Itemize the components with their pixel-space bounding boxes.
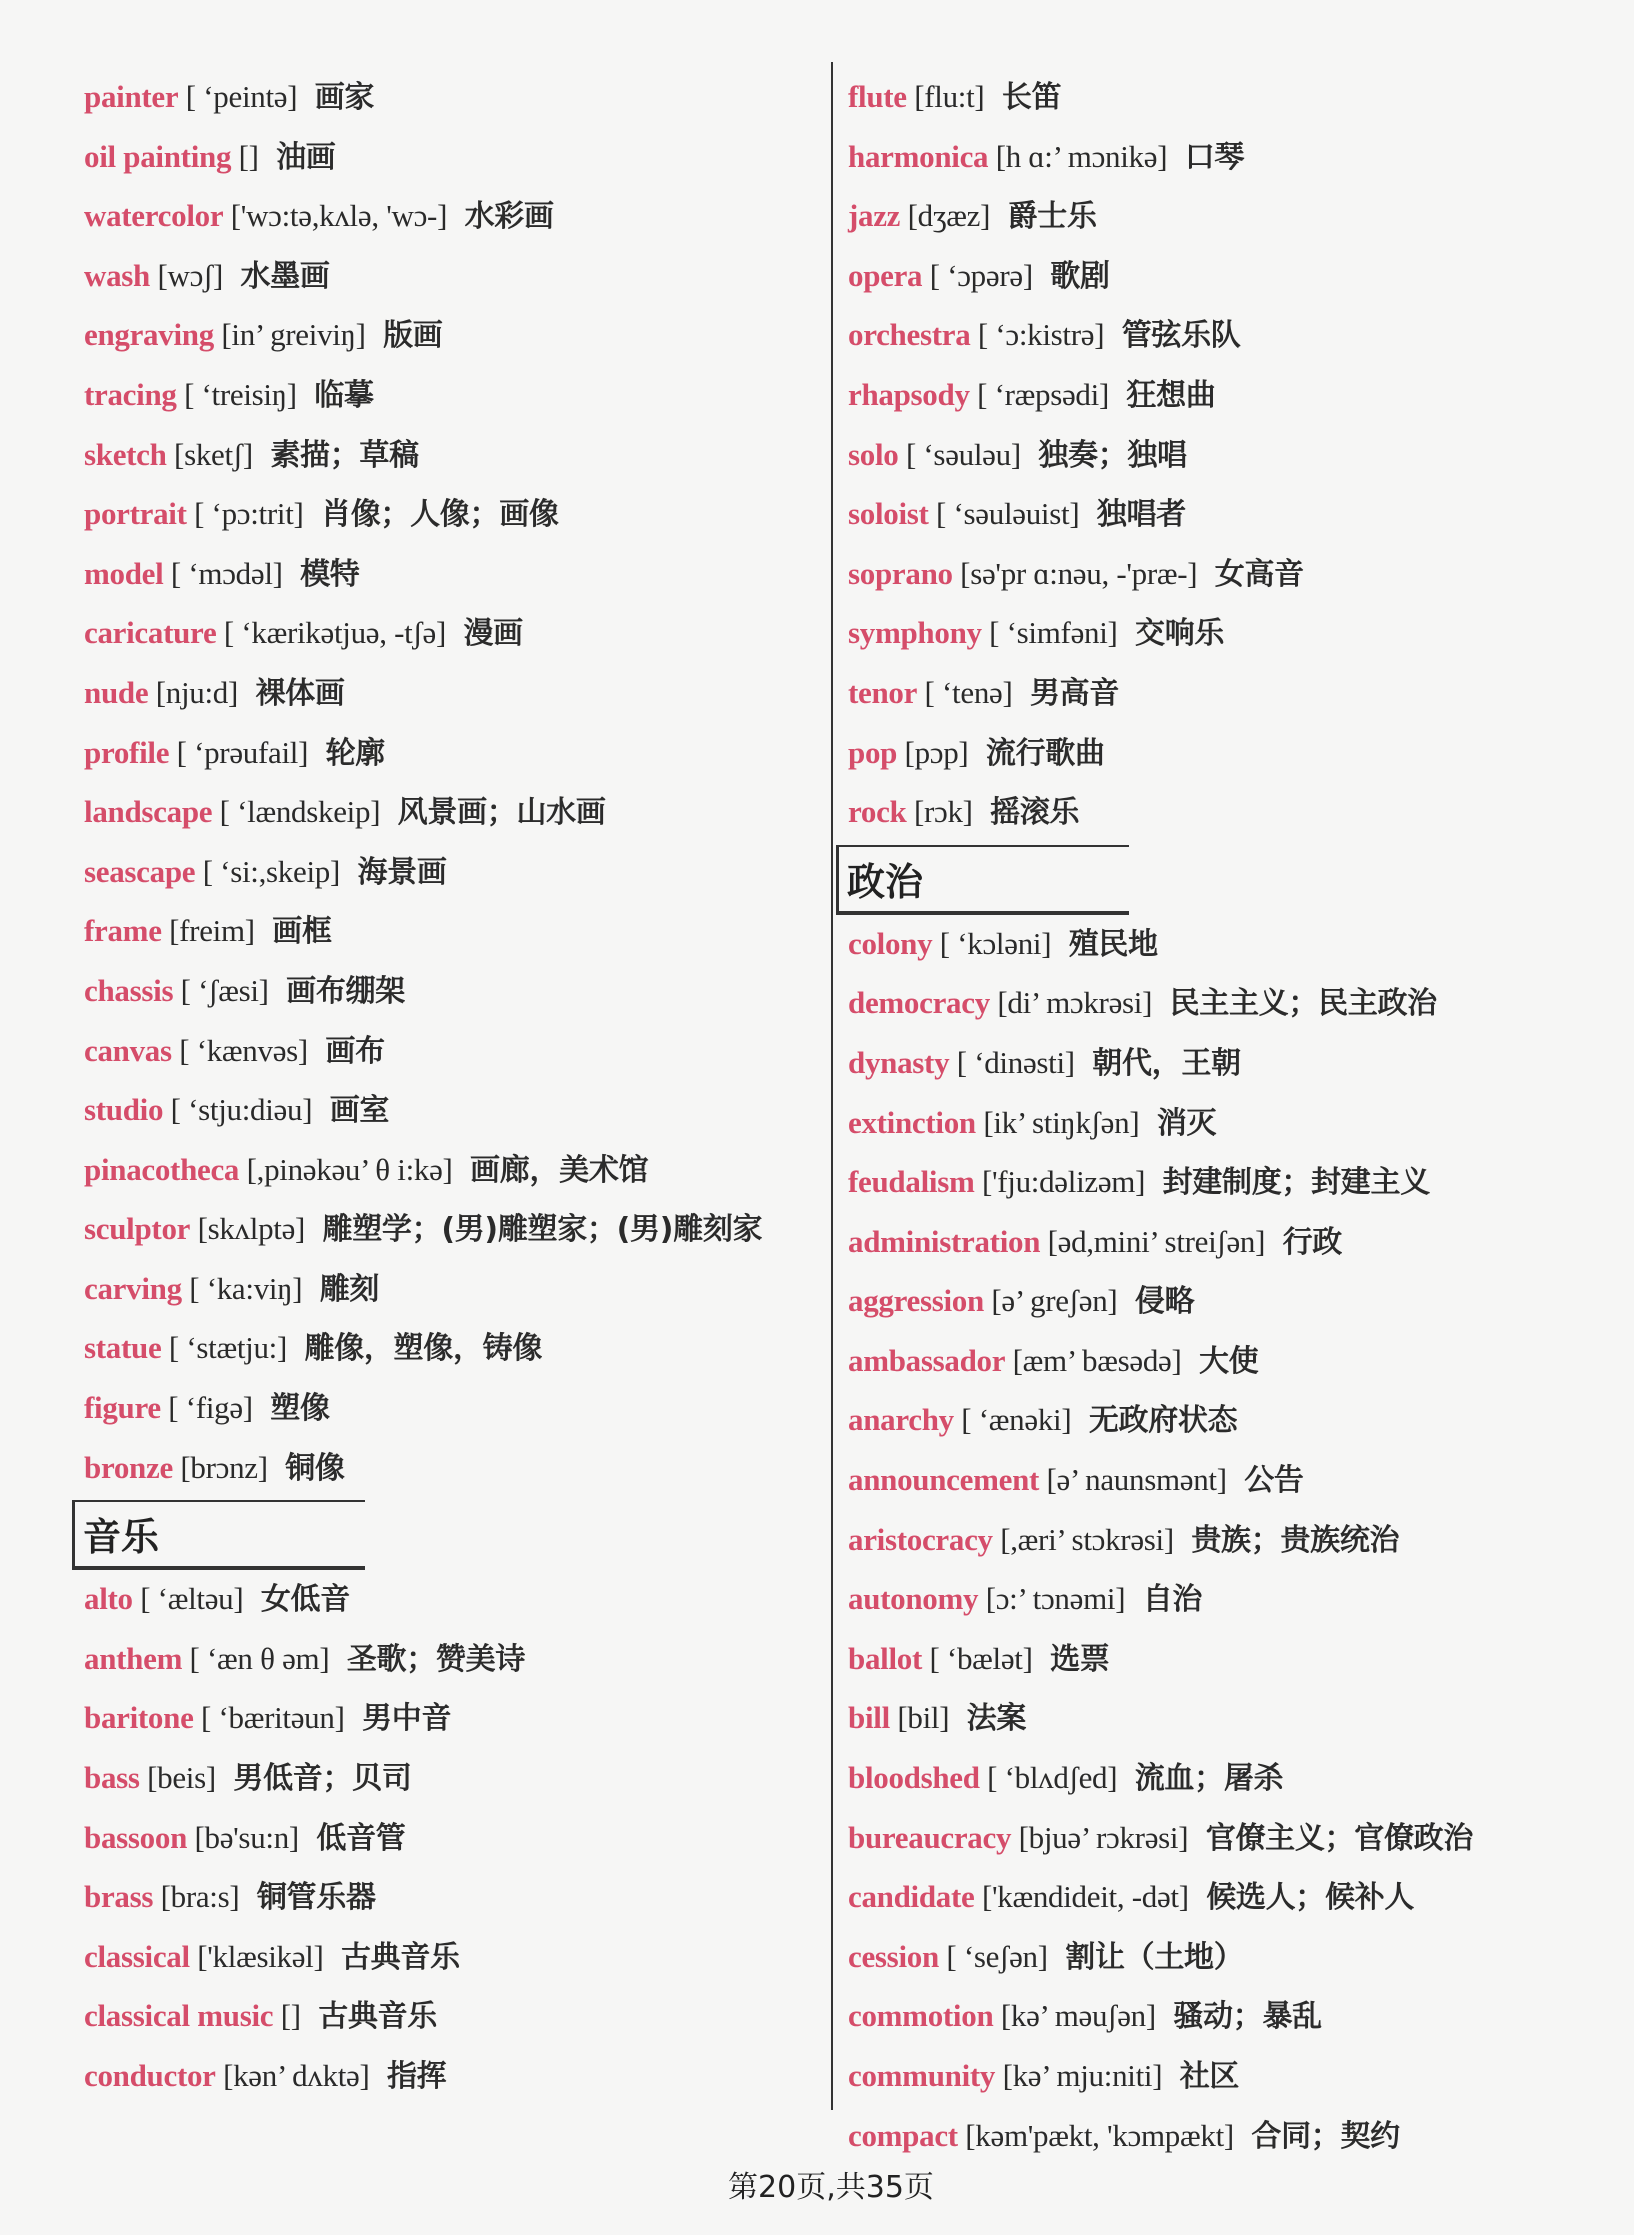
headword: rock [848,794,907,830]
vocab-entry [84,1868,829,1928]
headword: autonomy [848,1581,979,1617]
phonetic: [rɔk] [913,794,973,830]
phonetic: [kə’ məuʃən] [1000,1998,1156,2034]
headword: ambassador [848,1342,1006,1378]
vocab-entry [84,1809,829,1869]
phonetic: [] [238,138,259,174]
vocab-entry [84,1200,829,1260]
vocab-entry [848,1213,1608,1273]
definition: 流血；屠杀 [1134,1761,1284,1797]
phonetic: [ ‘lændskeip] [219,794,381,830]
phonetic: [ ‘ʃæsi] [180,972,269,1008]
definition: 古典音乐 [318,1999,438,2035]
headword: opera [848,257,923,293]
vocab-entry [84,1749,829,1809]
headword: engraving [84,317,214,353]
phonetic: [ ‘bæritəun] [201,1700,345,1736]
vocab-entry [84,247,829,307]
headword: brass [84,1879,154,1915]
definition: 临摹 [314,377,374,413]
definition: 官僚主义；官僚政治 [1205,1820,1474,1856]
headword: harmonica [848,138,989,174]
definition: 模特 [300,556,360,592]
phonetic: [ ‘figə] [168,1390,253,1426]
vocab-entry [84,1689,829,1749]
definition: 低音管 [316,1820,406,1856]
headword: candidate [848,1879,975,1915]
vocab-entry [848,2107,1608,2167]
headword: symphony [848,615,982,651]
phonetic: [di’ mɔkrəsi] [997,985,1153,1021]
headword: aristocracy [848,1521,993,1557]
headword: bassoon [84,1819,188,1855]
phonetic: [wɔʃ] [157,257,224,293]
definition: 贵族；贵族统治 [1191,1522,1400,1558]
phonetic: [ ‘æltəu] [140,1581,244,1617]
definition: 独奏；独唱 [1038,437,1187,473]
phonetic: [ɔ:’ tɔnəmi] [985,1581,1126,1617]
definition: 塑像 [270,1391,330,1427]
definition: 消灭 [1156,1105,1217,1141]
definition: 男中音 [362,1701,452,1737]
section-heading-text: 政治 [847,859,924,904]
definition: 漫画 [463,616,523,652]
headword: landscape [84,794,213,830]
phonetic: ['fju:dəlizəm] [981,1164,1146,1200]
definition: 男高音 [1029,675,1120,711]
vocab-entry [848,545,1608,605]
vocab-entry [848,1153,1608,1213]
phonetic: [ ‘simfəni] [989,615,1118,651]
vocab-entry [84,783,829,843]
headword: anarchy [848,1402,954,1438]
vocab-entry [848,1749,1608,1809]
headword: dynasty [848,1044,950,1080]
vocab-entry [848,1272,1608,1332]
definition: 长笛 [1001,80,1062,115]
vocab-entry [848,1809,1608,1869]
definition: 素描；草稿 [270,437,419,473]
vocab-entry [848,1928,1608,1988]
headword: bronze [84,1449,173,1485]
headword: bureaucracy [848,1819,1012,1855]
phonetic: [freim] [169,913,255,949]
vocab-entry [84,485,829,545]
vocab-entry [84,1439,829,1499]
definition: 雕塑学；(男)雕塑家；(男)雕刻家 [322,1212,763,1248]
definition: 选票 [1050,1641,1110,1677]
phonetic: [] [280,1998,301,2034]
headword: caricature [84,615,217,651]
definition: 画框 [272,914,332,950]
headword: alto [84,1581,133,1617]
vocab-entry [84,604,829,664]
phonetic: [ ‘səuləu] [905,436,1021,472]
headword: democracy [848,985,990,1021]
vocab-entry [84,902,829,962]
definition: 古典音乐 [340,1939,460,1975]
vocab-entry [84,1379,829,1439]
headword: baritone [84,1700,194,1736]
definition: 风景画；山水画 [397,795,606,831]
vocab-entry [848,366,1608,426]
phonetic: [bjuə’ rɔkrəsi] [1018,1819,1189,1855]
vocab-entry [84,128,829,188]
definition: 狂想曲 [1126,377,1216,413]
headword: flute [848,79,907,114]
headword: cession [848,1938,939,1974]
right-column [848,68,1608,2166]
headword: carving [84,1270,182,1306]
phonetic: [dʒæz] [907,198,991,234]
phonetic: [ə’ naunsmənt] [1046,1462,1227,1498]
phonetic: [ik’ stiŋkʃən] [983,1104,1140,1140]
vocab-entry [84,545,829,605]
phonetic: ['klæsikəl] [197,1938,324,1974]
vocab-entry [84,843,829,903]
vocab-entry [84,306,829,366]
definition: 裸体画 [255,675,345,711]
headword: jazz [848,198,901,234]
vocab-entry [84,1630,829,1690]
vocab-entry [848,915,1608,975]
phonetic: [kə’ mju:niti] [1002,2058,1163,2093]
vocab-entry [84,2047,829,2107]
definition: 摇滚乐 [990,795,1080,831]
headword: seascape [84,853,196,889]
headword: conductor [84,2058,216,2093]
definition: 流行歌曲 [985,735,1105,771]
vocab-entry [84,1141,829,1201]
headword: soprano [848,555,953,591]
definition: 封建制度；封建主义 [1162,1165,1430,1201]
definition: 行政 [1282,1224,1342,1260]
definition: 合同；契约 [1251,2118,1400,2154]
vocab-entry [84,1260,829,1320]
headword: tenor [848,674,918,710]
headword: bloodshed [848,1760,980,1796]
headword: nude [84,674,149,710]
definition: 割让（土地） [1065,1939,1244,1975]
headword: studio [84,1092,164,1128]
section-heading [836,845,1129,915]
vocab-entry [84,724,829,784]
phonetic: [bil] [897,1700,950,1736]
definition: 民主主义；民主政治 [1169,986,1437,1022]
phonetic: [ ‘æn θ əm] [189,1640,330,1676]
phonetic: [ ‘pɔ:trit] [194,496,304,532]
vocab-entry [848,2047,1608,2107]
definition: 公告 [1244,1463,1304,1499]
definition: 水彩画 [464,199,554,235]
phonetic: [ ‘tenə] [924,674,1013,710]
vocab-entry [848,724,1608,784]
phonetic: [bra:s] [160,1879,240,1915]
vocab-entry [848,1630,1608,1690]
headword: feudalism [848,1164,975,1200]
definition: 无政府状态 [1088,1403,1238,1439]
vocab-entry [848,1451,1608,1511]
vocab-entry [848,247,1608,307]
headword: compact [848,2117,958,2153]
phonetic: [ ‘kænvəs] [179,1032,308,1068]
vocab-entry [848,1511,1608,1571]
phonetic: [bə'su:n] [194,1819,299,1855]
headword: pop [848,734,898,770]
headword: aggression [848,1283,984,1319]
phonetic: [,pinəkəu’ θ i:kə] [246,1151,453,1187]
vocab-entry [848,664,1608,724]
phonetic: [ ‘treisiŋ] [184,376,297,412]
headword: classical [84,1938,190,1974]
headword: canvas [84,1032,172,1068]
phonetic: [ ‘ænəki] [961,1402,1072,1438]
headword: tracing [84,376,177,412]
definition: 候选人；候补人 [1206,1880,1415,1916]
vocab-entry [848,1570,1608,1630]
definition: 自治 [1142,1582,1203,1618]
vocab-entry [848,1332,1608,1392]
definition: 管弦乐队 [1121,318,1241,354]
phonetic: [ ‘kærikətjuə, -tʃə] [223,615,446,651]
definition: 画布 [325,1033,385,1069]
definition: 女高音 [1214,556,1304,592]
definition: 朝代，王朝 [1092,1045,1241,1081]
vocab-entry [84,1928,829,1988]
section-heading [72,1500,365,1570]
phonetic: [ ‘blʌdʃed] [987,1760,1118,1796]
headword: model [84,555,164,591]
headword: figure [84,1390,161,1426]
phonetic: [ə’ greʃən] [991,1283,1118,1319]
headword: anthem [84,1640,183,1676]
headword: soloist [848,496,929,532]
definition: 油画 [276,139,336,175]
headword: colony [848,925,933,961]
vocab-entry [84,68,829,128]
phonetic: [h ɑ:’ mɔnikə] [995,138,1168,174]
phonetic: [kən’ dʌktə] [223,2058,370,2093]
phonetic: [ ‘ka:viŋ] [189,1270,303,1306]
definition: 殖民地 [1068,926,1158,962]
definition: 独唱者 [1096,497,1186,533]
phonetic: [ ‘prəufail] [176,734,309,770]
left-column [84,68,829,2107]
definition: 爵士乐 [1007,199,1097,235]
phonetic: [ ‘mɔdəl] [170,555,283,591]
headword: bass [84,1760,140,1796]
phonetic: [kəm'pækt, 'kɔmpækt] [965,2117,1234,2153]
phonetic: ['kændideit, -dət] [981,1879,1189,1915]
vocab-entry [84,664,829,724]
vocab-entry [848,485,1608,545]
headword: rhapsody [848,376,970,412]
vocab-entry [84,187,829,247]
headword: wash [84,257,150,293]
definition: 肖像；人像；画像 [321,497,559,533]
vocab-entry [848,1689,1608,1749]
phonetic: [pɔp] [904,734,969,770]
definition: 画家 [314,80,375,115]
definition: 女低音 [260,1582,350,1618]
phonetic: [əd,mini’ streiʃən] [1047,1223,1266,1259]
headword: profile [84,734,170,770]
phonetic: [skʌlptə] [197,1211,306,1247]
page-footer: 第20页,共35页 [728,2170,934,2205]
vocab-entry [848,426,1608,486]
phonetic: [ ‘si:,skeip] [202,853,340,889]
phonetic: [,æri’ stɔkrəsi] [1000,1521,1174,1557]
headword: sketch [84,436,167,472]
vocab-entry [848,68,1608,128]
vocab-entry [848,187,1608,247]
definition: 指挥 [386,2059,447,2094]
definition: 海景画 [357,854,447,890]
definition: 雕像，塑像，铸像 [304,1331,543,1367]
headword: commotion [848,1998,994,2034]
vocab-entry [84,1081,829,1141]
definition: 画布绷架 [286,973,405,1009]
phonetic: [ ‘seʃən] [946,1938,1048,1974]
definition: 版画 [383,318,443,354]
phonetic: [brɔnz] [180,1449,268,1485]
headword: announcement [848,1462,1040,1498]
definition: 大使 [1198,1343,1259,1379]
vocab-entry [848,1094,1608,1154]
definition: 铜管乐器 [256,1880,376,1916]
headword: chassis [84,972,174,1008]
definition: 铜像 [285,1450,345,1486]
definition: 交响乐 [1135,616,1225,652]
vocab-entry [848,783,1608,843]
phonetic: [ ‘ræpsədi] [977,376,1109,412]
headword: portrait [84,496,187,532]
phonetic: [æm’ bæsədə] [1012,1342,1182,1378]
phonetic: [ ‘stætju:] [168,1330,287,1366]
headword: community [848,2058,996,2093]
headword: oil painting [84,138,232,174]
headword: pinacotheca [84,1151,240,1187]
vocab-entry [848,306,1608,366]
definition: 男低音；贝司 [233,1761,412,1797]
definition: 歌剧 [1050,258,1110,294]
definition: 侵略 [1134,1284,1195,1320]
headword: watercolor [84,198,224,234]
vocab-entry [84,426,829,486]
vocab-entry [84,366,829,426]
vocab-entry [848,604,1608,664]
phonetic: ['wɔ:tə,kʌlə, 'wɔ-] [230,198,448,234]
vocab-entry [84,1319,829,1379]
vocab-entry [848,1987,1608,2047]
phonetic: [ ‘peintə] [185,79,298,114]
phonetic: [beis] [147,1760,216,1796]
phonetic: [ ‘ɔpərə] [929,257,1033,293]
definition: 口琴 [1184,139,1245,175]
headword: sculptor [84,1211,191,1247]
headword: ballot [848,1640,922,1676]
phonetic: [flu:t] [914,79,985,114]
headword: solo [848,436,899,472]
phonetic: [sketʃ] [174,436,253,472]
headword: extinction [848,1104,976,1140]
definition: 画廊，美术馆 [470,1152,649,1188]
vocab-entry [848,1034,1608,1094]
phonetic: [ ‘ɔ:kistrə] [977,317,1105,353]
headword: frame [84,913,162,949]
definition: 法案 [966,1701,1027,1737]
section-heading-text: 音乐 [83,1515,160,1560]
phonetic: [ ‘səuləuist] [936,496,1080,532]
phonetic: [in’ greiviŋ] [221,317,366,353]
definition: 社区 [1179,2059,1240,2094]
definition: 水墨画 [240,258,330,294]
vocab-entry [848,1391,1608,1451]
phonetic: [nju:d] [155,674,239,710]
definition: 画室 [329,1093,390,1129]
headword: statue [84,1330,162,1366]
vocab-entry [84,1570,829,1630]
definition: 轮廓 [325,735,385,771]
definition: 骚动；暴乱 [1173,1999,1322,2035]
headword: bill [848,1700,890,1736]
headword: administration [848,1223,1041,1259]
vocab-entry [848,1868,1608,1928]
headword: painter [84,79,179,114]
vocab-entry [848,128,1608,188]
definition: 雕刻 [319,1271,380,1307]
phonetic: [ ‘bælət] [929,1640,1033,1676]
phonetic: [sə'pr ɑ:nəu, -'præ-] [960,555,1198,591]
column-divider [831,62,833,2110]
vocab-entry [84,1987,829,2047]
phonetic: [ ‘stju:diəu] [170,1092,313,1128]
definition: 圣歌；赞美诗 [346,1641,526,1677]
phonetic: [ ‘kɔləni] [939,925,1052,961]
headword: orchestra [848,317,971,353]
phonetic: [ ‘dinəsti] [956,1044,1075,1080]
headword: classical music [84,1998,274,2034]
vocab-entry [84,962,829,1022]
vocab-entry [848,974,1608,1034]
vocab-entry [84,1022,829,1082]
